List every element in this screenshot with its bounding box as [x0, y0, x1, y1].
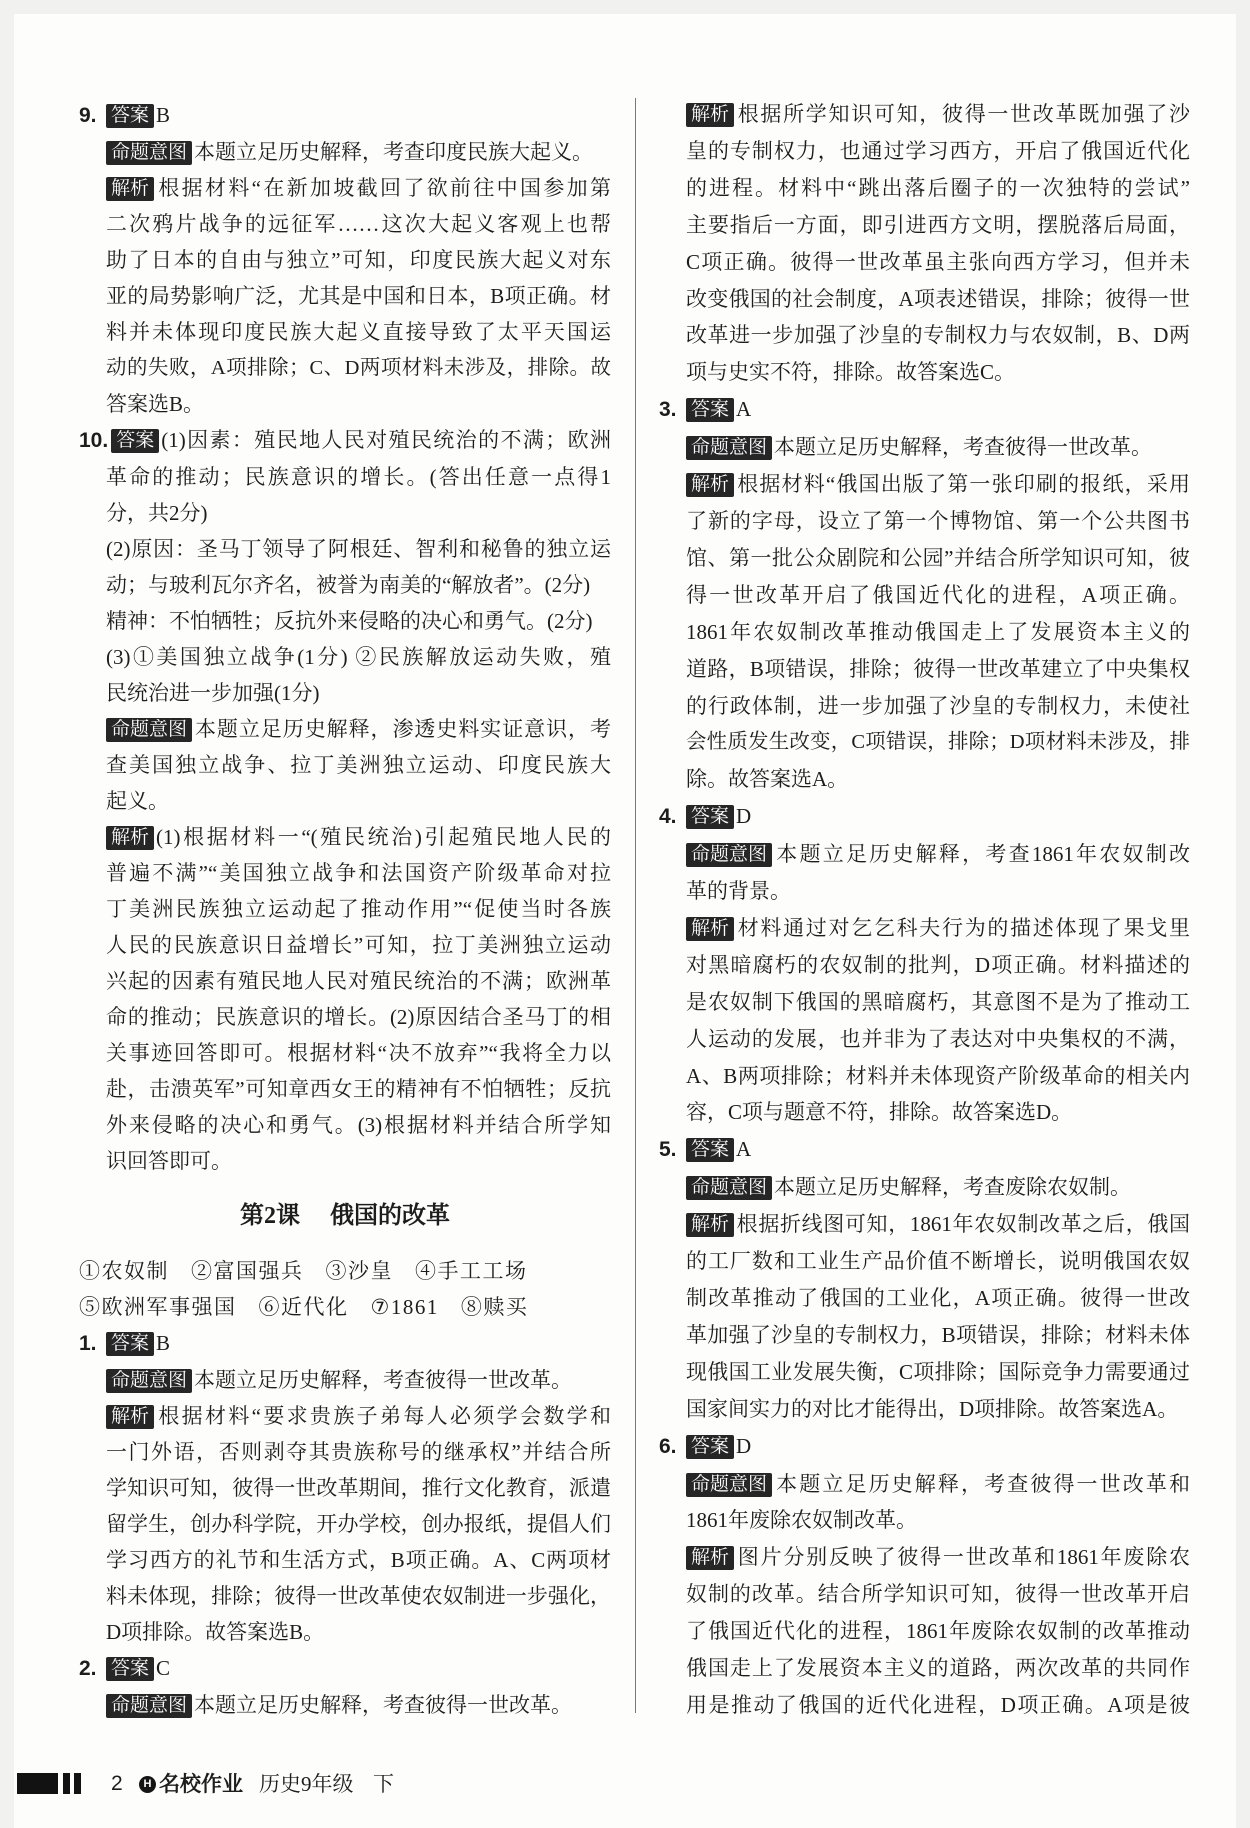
- text-line: [106, 1470, 611, 1506]
- text-line: [686, 1243, 1190, 1280]
- text-line: [79, 1325, 611, 1362]
- line-text: 改变俄国的社会制度，A项表述错误，排除；彼得一世: [686, 286, 1190, 311]
- line-text: 本题立足历史解释，考查彼得一世改革和: [774, 1471, 1190, 1496]
- line-text: 了俄国近代化的进程，1861年废除农奴制的改革推动: [686, 1619, 1190, 1644]
- text-line: [106, 1542, 611, 1578]
- text-line: [686, 1317, 1190, 1354]
- text-line: [106, 242, 611, 278]
- line-text: D: [736, 1433, 752, 1458]
- intent-paragraph: [106, 134, 611, 170]
- intent-paragraph: [106, 1362, 611, 1398]
- question-number: 10.: [79, 429, 109, 452]
- line-text: 的工厂数和工业生产品价值不断增长，说明俄国农奴: [686, 1249, 1190, 1274]
- line-text: 用是推动了俄国的近代化进程，D项正确。A项是彼: [686, 1692, 1190, 1717]
- line-text: 命的推动；民族意识的增长。(2)原因结合圣马丁的相: [106, 1005, 611, 1029]
- text-line: [686, 688, 1190, 725]
- text-line: [686, 1354, 1190, 1391]
- text-line: [659, 391, 1190, 429]
- intent-label: 命题意图: [106, 718, 192, 742]
- line-text: 普遍不满”“美国独立战争和法国资产阶级革命对拉: [106, 861, 611, 885]
- intent-paragraph: [106, 711, 611, 819]
- line-text: 亚的局势影响广泛，尤其是中国和日本，B项正确。材: [106, 284, 611, 308]
- line-text: 道路，B项错误，排除；彼得一世改革建立了中央集权: [686, 656, 1190, 681]
- intent-label: 命题意图: [686, 843, 772, 867]
- line-text: B: [156, 103, 171, 127]
- page-number: 2: [111, 1772, 123, 1795]
- answer-paragraph: [79, 1325, 611, 1362]
- text-line: [106, 1434, 611, 1470]
- line-text: 本题立足历史解释，考查废除农奴制。: [774, 1175, 1132, 1200]
- intent-paragraph: [686, 1169, 1190, 1206]
- text-line: [106, 639, 611, 675]
- lesson-number: 第2课: [240, 1203, 300, 1229]
- line-text: 制改革推动了俄国的工业化，A项正确。彼得一世改: [686, 1286, 1190, 1310]
- text-line: [686, 836, 1190, 873]
- key-point: ⑧赎买: [460, 1295, 529, 1319]
- text-line: [106, 350, 611, 386]
- series-name: 名校作业: [159, 1772, 243, 1796]
- text-line: [686, 1502, 1190, 1539]
- text-line: [659, 1428, 1190, 1466]
- line-text: D项排除。故答案选B。: [106, 1620, 325, 1644]
- lesson-title: 俄国的改革: [330, 1203, 450, 1229]
- analysis-label: 解析: [686, 1546, 734, 1570]
- text-line: [106, 459, 611, 495]
- text-line: [79, 422, 611, 459]
- line-text: 国家间实力的对比才能得出，D项排除。故答案选A。: [686, 1396, 1179, 1421]
- text-line: [686, 354, 1190, 391]
- key-point: ③沙皇: [325, 1259, 393, 1283]
- text-line: [106, 1614, 611, 1650]
- line-text: 本题立足历史解释，考查彼得一世改革。: [774, 435, 1153, 460]
- text-line: [659, 798, 1190, 836]
- text-line: [106, 495, 611, 531]
- line-text: 会性质发生改变，C项错误，排除；D项材料未涉及，排: [686, 731, 1190, 754]
- line-text: 根据材料“要求贵族子弟每人必须学会数学和: [156, 1404, 611, 1428]
- text-line: [686, 207, 1190, 244]
- line-text: 对黑暗腐朽的农奴制的批判，D项正确。材料描述的: [686, 952, 1190, 977]
- key-point: ⑥近代化: [258, 1295, 349, 1319]
- line-text: 识回答即可。: [106, 1149, 232, 1173]
- line-text: 丁美洲民族独立运动起了推动作用”“促使当时各族: [106, 897, 611, 921]
- line-text: 现俄国工业发展失衡，C项排除；国际竞争力需要通过: [686, 1359, 1190, 1384]
- text-line: [686, 724, 1190, 761]
- question-number: 6.: [659, 1434, 677, 1458]
- question-number: 1.: [79, 1332, 97, 1355]
- line-text: C项正确。彼得一世改革虽主张向西方学习，但并未: [686, 249, 1190, 274]
- text-line: [686, 540, 1190, 577]
- line-text: 本题立足历史解释，考查彼得一世改革。: [194, 1368, 573, 1392]
- text-line: [79, 1650, 611, 1687]
- text-line: [686, 1058, 1190, 1095]
- text-line: [106, 1071, 611, 1107]
- line-text: 除。故答案选A。: [686, 767, 849, 792]
- line-text: 根据折线图可知，1861年农奴制改革之后，俄国: [736, 1212, 1190, 1237]
- line-text: 外来侵略的决心和勇气。(3)根据材料并结合所学知: [106, 1113, 611, 1137]
- line-text: 料未体现，排除；彼得一世改革使农奴制进一步强化，: [106, 1584, 611, 1608]
- line-text: 俄国走上了发展资本主义的道路，两次改革的共同作: [686, 1656, 1190, 1681]
- text-line: [686, 947, 1190, 984]
- text-line: [106, 314, 611, 350]
- line-text: 兴起的因素有殖民地人民对殖民统治的不满；欧洲革: [106, 969, 611, 993]
- intent-paragraph: [686, 429, 1190, 466]
- volume-label: 下: [373, 1772, 394, 1796]
- text-line: [106, 1107, 611, 1143]
- text-line: [686, 1391, 1190, 1428]
- text-line: [686, 984, 1190, 1021]
- answer-paragraph: [659, 1428, 1190, 1466]
- text-line: [106, 747, 611, 783]
- text-line: [106, 963, 611, 999]
- footer-black-block: [17, 1773, 58, 1794]
- line-text: 革的背景。: [686, 879, 791, 904]
- analysis-paragraph: [686, 466, 1190, 798]
- line-text: 赴，击溃英军”可知章西女王的精神有不怕牺牲；反抗: [106, 1077, 611, 1101]
- analysis-label: 解析: [686, 103, 734, 127]
- line-text: 本题立足历史解释，考查印度民族大起义。: [194, 140, 594, 164]
- text-line: [686, 1650, 1190, 1687]
- answer-paragraph: [659, 391, 1190, 429]
- line-text: 起义。: [106, 789, 169, 813]
- text-line: [106, 999, 611, 1035]
- text-line: [79, 97, 611, 134]
- line-text: 答案选B。: [106, 392, 205, 416]
- line-text: 得一世改革开启了俄国近代化的进程，A项正确。: [686, 582, 1190, 607]
- key-points: [79, 1253, 611, 1325]
- line-text: 主要指后一方面，即引进西方文明，摆脱落后局面，: [686, 212, 1190, 237]
- subject-grade: 历史9年级: [259, 1772, 354, 1796]
- line-text: 分，共2分): [106, 501, 208, 525]
- key-point: ②富国强兵: [191, 1259, 304, 1283]
- line-text: 是农奴制下俄国的黑暗腐朽，其意图不是为了推动工: [686, 989, 1190, 1014]
- line-text: 的进程。材料中“跳出落后圈子的一次独特的尝试”: [686, 175, 1190, 200]
- answer-detail-paragraph: [106, 531, 611, 603]
- left-column: [79, 97, 611, 1723]
- key-point: ④手工工场: [415, 1259, 528, 1283]
- text-line: [106, 603, 611, 639]
- text-line: [686, 1613, 1190, 1650]
- intent-label: 命题意图: [106, 1369, 192, 1393]
- line-text: 改革进一步加强了沙皇的专制权力与农奴制，B、D两: [686, 323, 1190, 348]
- text-line: [686, 1466, 1190, 1503]
- text-line: [686, 96, 1190, 133]
- text-line: [686, 466, 1190, 503]
- text-line: [106, 891, 611, 927]
- key-point: ⑦1861: [370, 1295, 439, 1319]
- line-text: 查美国独立战争、拉丁美洲独立运动、印度民族大: [106, 753, 611, 777]
- line-text: 革命的推动；民族意识的增长。(答出任意一点得1: [106, 465, 611, 489]
- line-text: 馆、第一批公众剧院和公园”并结合所学知识可知，彼: [686, 545, 1190, 570]
- intent-label: 命题意图: [106, 1694, 192, 1718]
- line-text: A: [736, 397, 752, 422]
- text-line: [106, 1506, 611, 1542]
- analysis-paragraph: [106, 819, 611, 1179]
- right-column: [659, 96, 1190, 1724]
- intent-paragraph: [686, 836, 1190, 910]
- answer-label: 答案: [111, 429, 159, 453]
- intent-label: 命题意图: [686, 1473, 772, 1497]
- analysis-paragraph: [106, 170, 611, 422]
- text-line: [106, 278, 611, 314]
- line-text: 料并未体现印度民族大起义直接导致了太平天国运: [106, 320, 611, 344]
- text-line: [686, 429, 1190, 466]
- text-line: [686, 910, 1190, 947]
- answer-detail-paragraph: [106, 603, 611, 639]
- analysis-label: 解析: [106, 1405, 154, 1429]
- line-text: 一门外语，否则剥夺其贵族称号的继承权”并结合所: [106, 1440, 611, 1464]
- text-line: [686, 503, 1190, 540]
- text-line: [686, 614, 1190, 651]
- line-text: B: [156, 1331, 171, 1355]
- answer-label: 答案: [686, 1138, 734, 1162]
- line-text: 学习西方的礼节和生活方式，B项正确。A、C两项材: [106, 1548, 611, 1572]
- line-text: 人民的民族意识日益增长”可知，拉丁美洲独立运动: [106, 933, 611, 957]
- answer-label: 答案: [106, 1657, 154, 1681]
- text-line: [686, 873, 1190, 910]
- answer-label: 答案: [686, 805, 734, 829]
- line-text: 关事迹回答即可。根据材料“决不放弃”“我将全力以: [106, 1041, 611, 1065]
- line-text: 民统治进一步加强(1分): [106, 681, 320, 705]
- text-line: [106, 386, 611, 422]
- line-text: 本题立足历史解释，考查1861年农奴制改: [774, 842, 1190, 867]
- analysis-paragraph: [106, 1398, 611, 1650]
- analysis-label: 解析: [106, 177, 154, 201]
- line-text: (1)因素：殖民地人民对殖民统治的不满；欧洲: [161, 428, 611, 452]
- line-text: 本题立足历史解释，渗透史料实证意识，考: [194, 717, 611, 741]
- intent-paragraph: [686, 1466, 1190, 1540]
- line-text: 奴制的改革。结合所学知识可知，彼得一世改革开启: [686, 1582, 1190, 1607]
- lesson-heading: [79, 1179, 611, 1253]
- line-text: 皇的专制权力，也通过学习西方，开启了俄国近代化: [686, 138, 1190, 163]
- question-number: 3.: [659, 398, 677, 422]
- line-text: 材料通过对乞乞科夫行为的描述体现了果戈里: [736, 915, 1190, 940]
- line-text: 精神：不怕牺牲；反抗外来侵略的决心和勇气。(2分): [106, 609, 593, 633]
- text-line: [686, 244, 1190, 281]
- text-line: [686, 1576, 1190, 1613]
- text-line: [686, 1280, 1190, 1317]
- answer-paragraph: [79, 1650, 611, 1687]
- line-text: 根据材料“俄国出版了第一张印刷的报纸，采用: [736, 472, 1190, 497]
- column-divider: [635, 98, 636, 1713]
- text-line: [686, 1169, 1190, 1206]
- text-line: [686, 577, 1190, 614]
- line-text: 革加强了沙皇的专制权力，B项错误，排除；材料未体: [686, 1322, 1190, 1347]
- text-line: [106, 1578, 611, 1614]
- line-text: 的行政体制，进一步加强了沙皇的专制权力，未使社: [686, 693, 1190, 718]
- intent-label: 命题意图: [106, 141, 192, 165]
- text-line: [686, 133, 1190, 170]
- question-number: 2.: [79, 1657, 97, 1680]
- text-line: [106, 1143, 611, 1179]
- text-line: [106, 134, 611, 170]
- text-line: [686, 1021, 1190, 1058]
- key-point: ①农奴制: [79, 1259, 169, 1283]
- text-line: [686, 1539, 1190, 1576]
- text-line: [106, 1035, 611, 1071]
- line-text: 动的失败，A项排除；C、D两项材料未涉及，排除。故: [106, 357, 611, 379]
- line-text: 1861年废除农奴制改革。: [686, 1508, 917, 1533]
- text-line: [686, 317, 1190, 354]
- analysis-paragraph: [686, 96, 1190, 391]
- text-line: [106, 1362, 611, 1398]
- analysis-label: 解析: [686, 473, 734, 497]
- intent-paragraph: [106, 1687, 611, 1723]
- line-text: 助了日本的自由与独立”可知，印度民族大起义对东: [106, 248, 611, 272]
- answer-paragraph: [79, 422, 611, 531]
- line-text: 学知识可知，彼得一世改革期间，推行文化教育，派遣: [106, 1476, 611, 1500]
- question-number: 9.: [79, 104, 97, 127]
- line-text: A: [736, 1137, 752, 1162]
- intent-label: 命题意图: [686, 1176, 772, 1200]
- line-text: 1861年农奴制改革推动俄国走上了发展资本主义的: [686, 619, 1190, 644]
- answer-label: 答案: [686, 398, 734, 422]
- line-text: 根据材料“在新加坡截回了欲前往中国参加第: [156, 176, 611, 200]
- key-point: ⑤欧洲军事强国: [79, 1295, 237, 1319]
- analysis-paragraph: [686, 1206, 1190, 1427]
- text-line: [686, 1206, 1190, 1243]
- text-line: [659, 1131, 1190, 1169]
- line-text: 留学生，创办科学院，开办学校，创办报纸，提倡人们: [106, 1512, 611, 1536]
- line-text: (1)根据材料一“(殖民统治)引起殖民地人民的: [156, 825, 611, 849]
- line-text: 二次鸦片战争的远征军……这次大起义客观上也帮: [106, 212, 611, 236]
- analysis-label: 解析: [686, 1213, 734, 1237]
- line-text: C: [156, 1656, 171, 1680]
- analysis-label: 解析: [686, 917, 734, 941]
- answer-label: 答案: [686, 1435, 734, 1459]
- text-line: [686, 761, 1190, 798]
- text-line: [106, 855, 611, 891]
- line-text: 容，C项与题意不符，排除。故答案选D。: [686, 1100, 1073, 1125]
- answer-paragraph: [659, 1131, 1190, 1169]
- analysis-paragraph: [686, 910, 1190, 1131]
- line-text: 图片分别反映了彼得一世改革和1861年废除农: [736, 1545, 1190, 1570]
- text-line: [686, 1094, 1190, 1131]
- question-number: 4.: [659, 805, 677, 829]
- line-text: 项与史实不符，排除。故答案选C。: [686, 360, 1016, 385]
- text-line: [106, 206, 611, 242]
- key-points-row: [79, 1253, 611, 1289]
- text-line: [106, 531, 611, 567]
- line-text: 人运动的发展，也并非为了表达对中央集权的不满，: [686, 1026, 1190, 1051]
- line-text: 本题立足历史解释，考查彼得一世改革。: [194, 1693, 573, 1717]
- line-text: (2)原因：圣马丁领导了阿根廷、智利和秘鲁的独立运: [106, 537, 611, 561]
- text-line: [106, 1398, 611, 1434]
- question-number: 5.: [659, 1138, 677, 1162]
- text-line: [106, 783, 611, 819]
- text-line: [106, 711, 611, 747]
- analysis-label: 解析: [106, 826, 154, 850]
- analysis-paragraph: [686, 1539, 1190, 1724]
- text-line: [686, 651, 1190, 688]
- text-line: [106, 819, 611, 855]
- text-line: [686, 281, 1190, 318]
- line-text: 根据所学知识可知，彼得一世改革既加强了沙: [736, 102, 1190, 126]
- answer-detail-paragraph: [106, 639, 611, 711]
- answer-label: 答案: [106, 104, 154, 128]
- footer-bar: [63, 1773, 70, 1794]
- line-text: 了新的字母，设立了第一个博物馆、第一个公共图书: [686, 508, 1190, 533]
- intent-label: 命题意图: [686, 436, 772, 460]
- line-text: 动；与玻利瓦尔齐名，被誉为南美的“解放者”。(2分): [106, 573, 591, 597]
- answer-label: 答案: [106, 1332, 154, 1356]
- footer-bar: [74, 1773, 81, 1794]
- text-line: [106, 567, 611, 603]
- text-line: [106, 1687, 611, 1723]
- text-line: [686, 170, 1190, 207]
- answer-paragraph: [659, 798, 1190, 836]
- text-line: [106, 675, 611, 711]
- line-text: (3)①美国独立战争(1分) ②民族解放运动失败，殖: [106, 645, 611, 669]
- text-line: [106, 170, 611, 206]
- line-text: D: [736, 804, 752, 829]
- series-logo-icon: H: [139, 1776, 156, 1793]
- line-text: A、B两项排除；材料并未体现资产阶级革命的相关内: [686, 1063, 1190, 1088]
- text-line: [686, 1687, 1190, 1724]
- text-line: [106, 927, 611, 963]
- answer-paragraph: [79, 97, 611, 134]
- key-points-row: [79, 1289, 611, 1325]
